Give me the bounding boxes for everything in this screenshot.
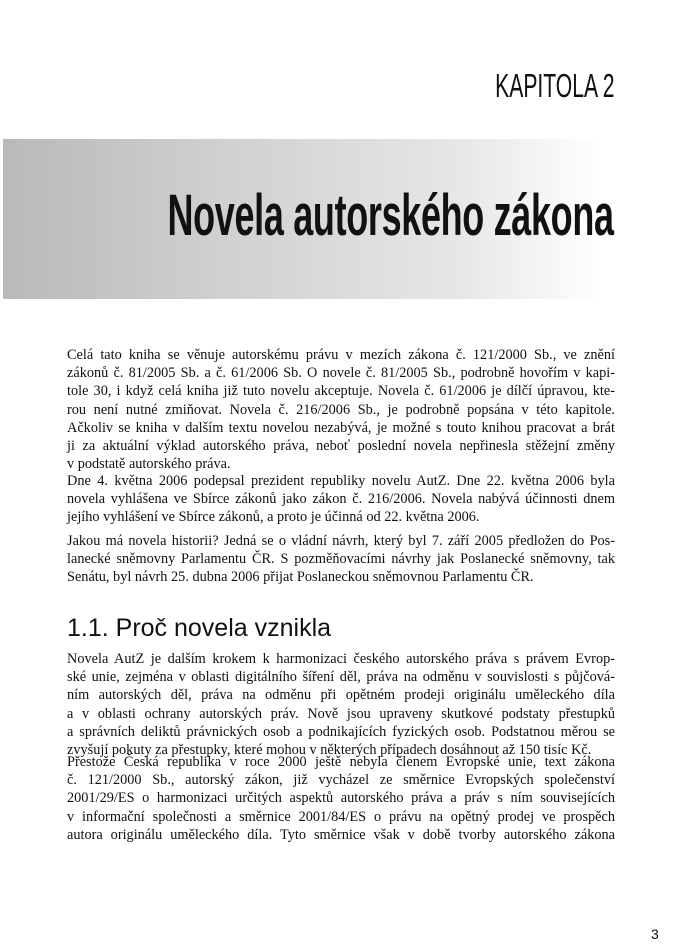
text-line: 2001/29/ES o harmonizaci určitých aspektů autorského práva a práv s ním souvisejících — [67, 790, 615, 807]
page-number: 3 — [651, 926, 659, 942]
text-line: ním autorských děl, práva na odměnu při opětném prodeji originálu uměleckého díla — [67, 687, 615, 704]
text-line: ské unie, zejména v oblasti digitálního šíření děl, práva na odměnu v souvislosti s půjčová- — [67, 669, 615, 686]
paragraph-2 — [67, 472, 615, 527]
paragraph-3 — [67, 532, 615, 587]
paragraph-5 — [67, 753, 615, 844]
text-line: lanecké sněmovny Parlamentu ČR. S pozměňovacími návrhy jak Poslanecké sněmovny, tak — [67, 551, 615, 568]
text-line: a v oblasti ochrany autorských práv. Nově jsou upraveny skutkové podstaty přestupků — [67, 705, 615, 722]
text-line: a správních deliktů právnických osob a podnikajících fyzických osob. Podstatnou měrou se — [67, 723, 615, 740]
text-line: Novela AutZ je dalším krokem k harmonizaci českého autorského práva s právem Evrop- — [67, 651, 615, 667]
text-line: zákonů č. 81/2005 Sb. a č. 61/2006 Sb. O novele č. 81/2005 Sb., podrobně hovořím v kapi- — [67, 365, 615, 382]
chapter-title: Novela autorského zákona — [167, 183, 614, 248]
text-line: Dne 4. května 2006 podepsal prezident republiky novelu AutZ. Dne 22. května 2006 byla — [67, 473, 615, 489]
text-line: Jakou má novela historii? Jedná se o vládní návrh, který byl 7. září 2005 předložen do Pos- — [67, 533, 615, 549]
text-line: č. 121/2000 Sb., autorský zákon, již vycházel ze směrnice Evropských společenství — [67, 772, 615, 789]
chapter-label: KAPITOLA 2 — [494, 67, 614, 104]
text-line: Přestože Česká republika v roce 2000 ještě nebyla členem Evropské unie, text zákona — [67, 754, 615, 770]
text-line: Senátu, byl návrh 25. dubna 2006 přijat Poslaneckou sněmovnou Parlamentu ČR. — [67, 569, 534, 586]
text-line: Ačkoliv se kniha v dalším textu novelou nezabývá, je možné s touto knihou pracovat a brát — [67, 419, 615, 436]
text-line: novela vyhlášena ve Sbírce zákonů jako zákon č. 216/2006. Novela nabývá účinnosti dnem — [67, 491, 615, 508]
text-line: tole 30, i když celá kniha již tuto novelu akceptuje. Novela č. 61/2006 je dílčí úpravou, kte- — [67, 383, 615, 400]
text-line: jejího vyhlášení ve Sbírce zákonů, a proto je účinná od 22. května 2006. — [67, 509, 480, 526]
text-line: autora originálu uměleckého díla. Tyto směrnice však v době tvorby autorského zákona — [67, 826, 615, 843]
text-line: Celá tato kniha se věnuje autorskému právu v mezích zákona č. 121/2000 Sb., ve znění — [67, 347, 615, 363]
paragraph-4 — [67, 650, 615, 759]
text-line: v informační společnosti a směrnice 2001/84/ES o právu na opětný prodej ve prospěch — [67, 808, 615, 825]
text-line: zvyšují pokuty za přestupky, které mohou v některých případech dosáhnout až 150 tisíc Kč. — [67, 742, 592, 759]
text-line: rou není nutné zmiňovat. Novela č. 216/2006 Sb., je podrobně popsána v této kapitole. — [67, 401, 615, 418]
paragraph-1 — [67, 346, 615, 473]
text-line: ji za aktuální výklad autorského práva, neboť poslední novela nepřinesla stěžejní změny — [67, 438, 615, 455]
section-heading: 1.1. Proč novela vznikla — [67, 614, 332, 642]
text-line: v podstatě autorského práva. — [67, 456, 231, 473]
